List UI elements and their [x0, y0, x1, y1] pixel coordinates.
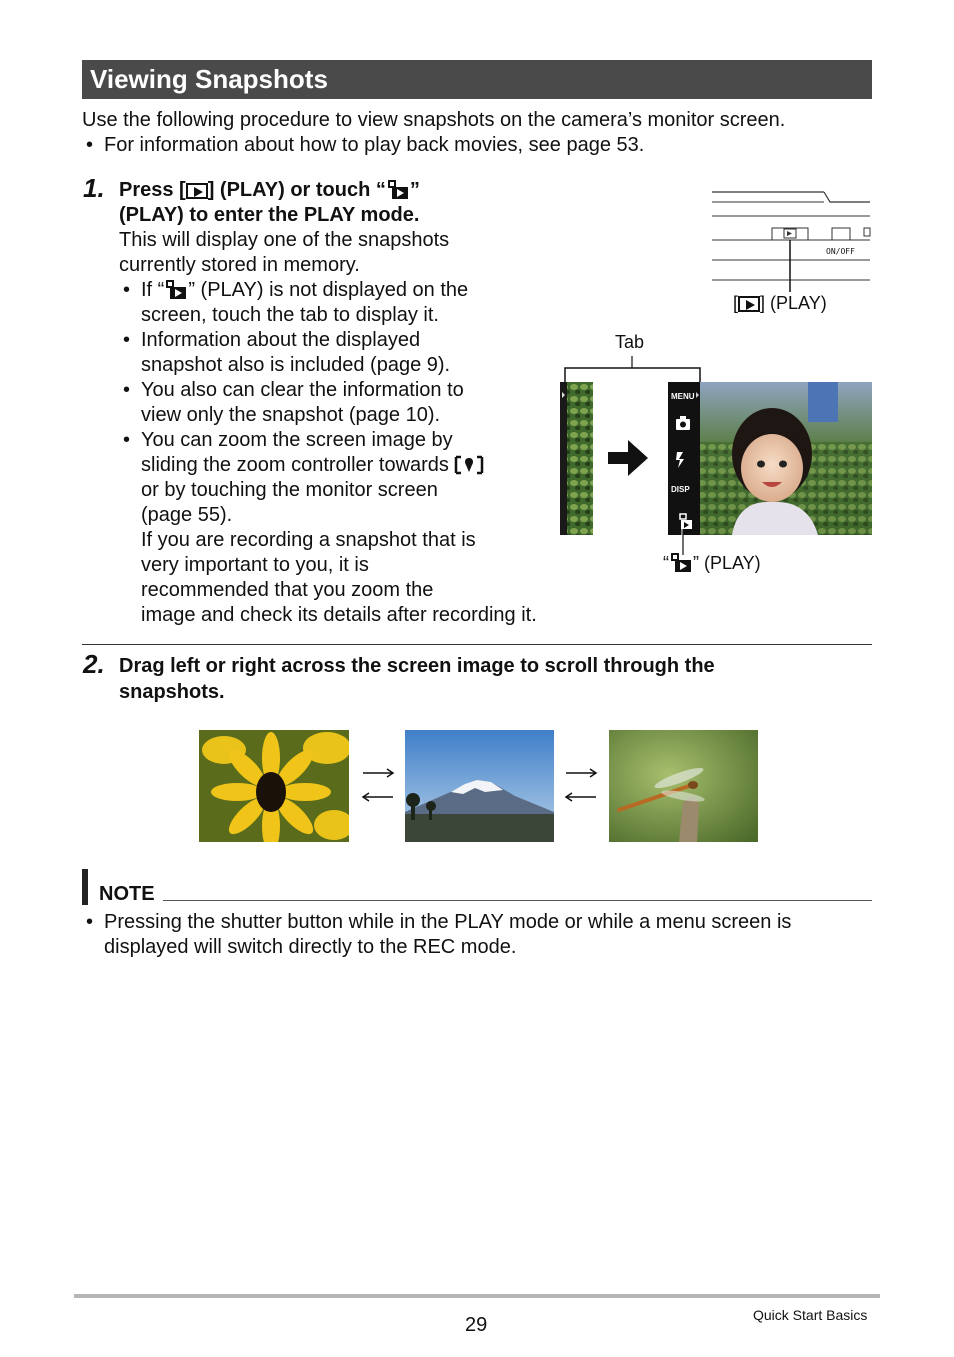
- onoff-label: ON/OFF: [826, 247, 855, 256]
- page-number: 29: [465, 1314, 488, 1336]
- step1-bullet2-line2: snapshot also is included (page 9).: [141, 354, 451, 376]
- play-tab-icon: [386, 180, 410, 200]
- step1-bullet4-line1: You can zoom the screen image by: [141, 429, 453, 451]
- intro-text: Use the following procedure to view snapshots on the camera’s monitor screen.: [82, 109, 786, 131]
- note-line2: displayed will switch directly to the REC mode.: [104, 936, 517, 958]
- step2-heading-line1: Drag left or right across the screen image to scroll through the: [119, 655, 715, 677]
- intro-bullet: For information about how to play back movies, see page 53.: [104, 134, 645, 156]
- footer-rule: [74, 1294, 880, 1298]
- monitor-screen-after: [668, 382, 872, 535]
- play-tab-icon: [164, 280, 188, 300]
- bullet-dot: •: [123, 379, 131, 401]
- step2-heading-line2: snapshots.: [119, 681, 225, 703]
- bullet-dot: •: [86, 911, 94, 933]
- section-title-banner: [82, 60, 872, 99]
- play-tab-icon: [669, 553, 693, 573]
- bullet-dot: •: [123, 279, 131, 301]
- bullet-dot: •: [123, 329, 131, 351]
- step1-bullet1-line1: If “ ” (PLAY) is not displayed on the: [141, 279, 469, 301]
- bullet-dot: •: [86, 134, 94, 156]
- monitor-screen-before: [560, 382, 593, 535]
- step1-heading-line2: (PLAY) to enter the PLAY mode.: [119, 204, 420, 226]
- step1-bullet4-line3: or by touching the monitor screen: [141, 479, 438, 501]
- footer-section: Quick Start Basics: [753, 1307, 868, 1323]
- snapshot-dragonfly: [609, 730, 758, 842]
- arrow-right-icon: [608, 440, 650, 476]
- menu-tab-item-disp[interactable]: DISP: [671, 485, 690, 494]
- step1-bullet1-line2: screen, touch the tab to display it.: [141, 304, 439, 326]
- step1-bullet4-line7: recommended that you zoom the: [141, 579, 434, 601]
- section-divider: [82, 644, 872, 645]
- step1-heading-line1: Press [ ] (PLAY) or touch “ ”: [119, 179, 420, 201]
- note-line1: Pressing the shutter button while in the PLAY mode or while a menu screen is: [104, 911, 792, 933]
- note-label: NOTE: [99, 883, 155, 905]
- step1-body-line2: currently stored in memory.: [119, 254, 360, 276]
- step1-body-line1: This will display one of the snapshots: [119, 229, 450, 251]
- snapshot-flower: [199, 730, 349, 842]
- swipe-arrows-icon: [361, 764, 395, 804]
- play-button-caption: [ ] (PLAY): [733, 293, 827, 313]
- step1-bullet3-line1: You also can clear the information to: [141, 379, 464, 401]
- play-icon-caption: “ ” (PLAY): [663, 553, 761, 573]
- step1-bullet2-line1: Information about the displayed: [141, 329, 421, 351]
- menu-tab-item-menu[interactable]: MENU: [671, 392, 695, 401]
- swipe-arrows-icon: [564, 764, 598, 804]
- step1-bullet3-line2: view only the snapshot (page 10).: [141, 404, 441, 426]
- step-number: 1.: [83, 173, 105, 203]
- snapshot-mountain: [405, 730, 554, 842]
- step1-bullet4-line2: sliding the zoom controller towards: [141, 453, 484, 478]
- step1-bullet4-line5: If you are recording a snapshot that is: [141, 529, 476, 551]
- step1-bullet4-line4: (page 55).: [141, 504, 233, 526]
- play-button-icon: [738, 296, 760, 312]
- play-button-icon: [186, 183, 208, 199]
- note-marker: [82, 869, 88, 905]
- tab-label: Tab: [615, 332, 645, 352]
- zoom-telephoto-icon: [454, 455, 484, 475]
- step1-bullet4-line6: very important to you, it is: [141, 554, 369, 576]
- note-rule: [163, 900, 872, 901]
- bullet-dot: •: [123, 429, 131, 451]
- step1-bullet4-line8: image and check its details after recording it.: [141, 604, 537, 626]
- section-title: Viewing Snapshots: [90, 64, 328, 94]
- step-number: 2.: [83, 649, 105, 679]
